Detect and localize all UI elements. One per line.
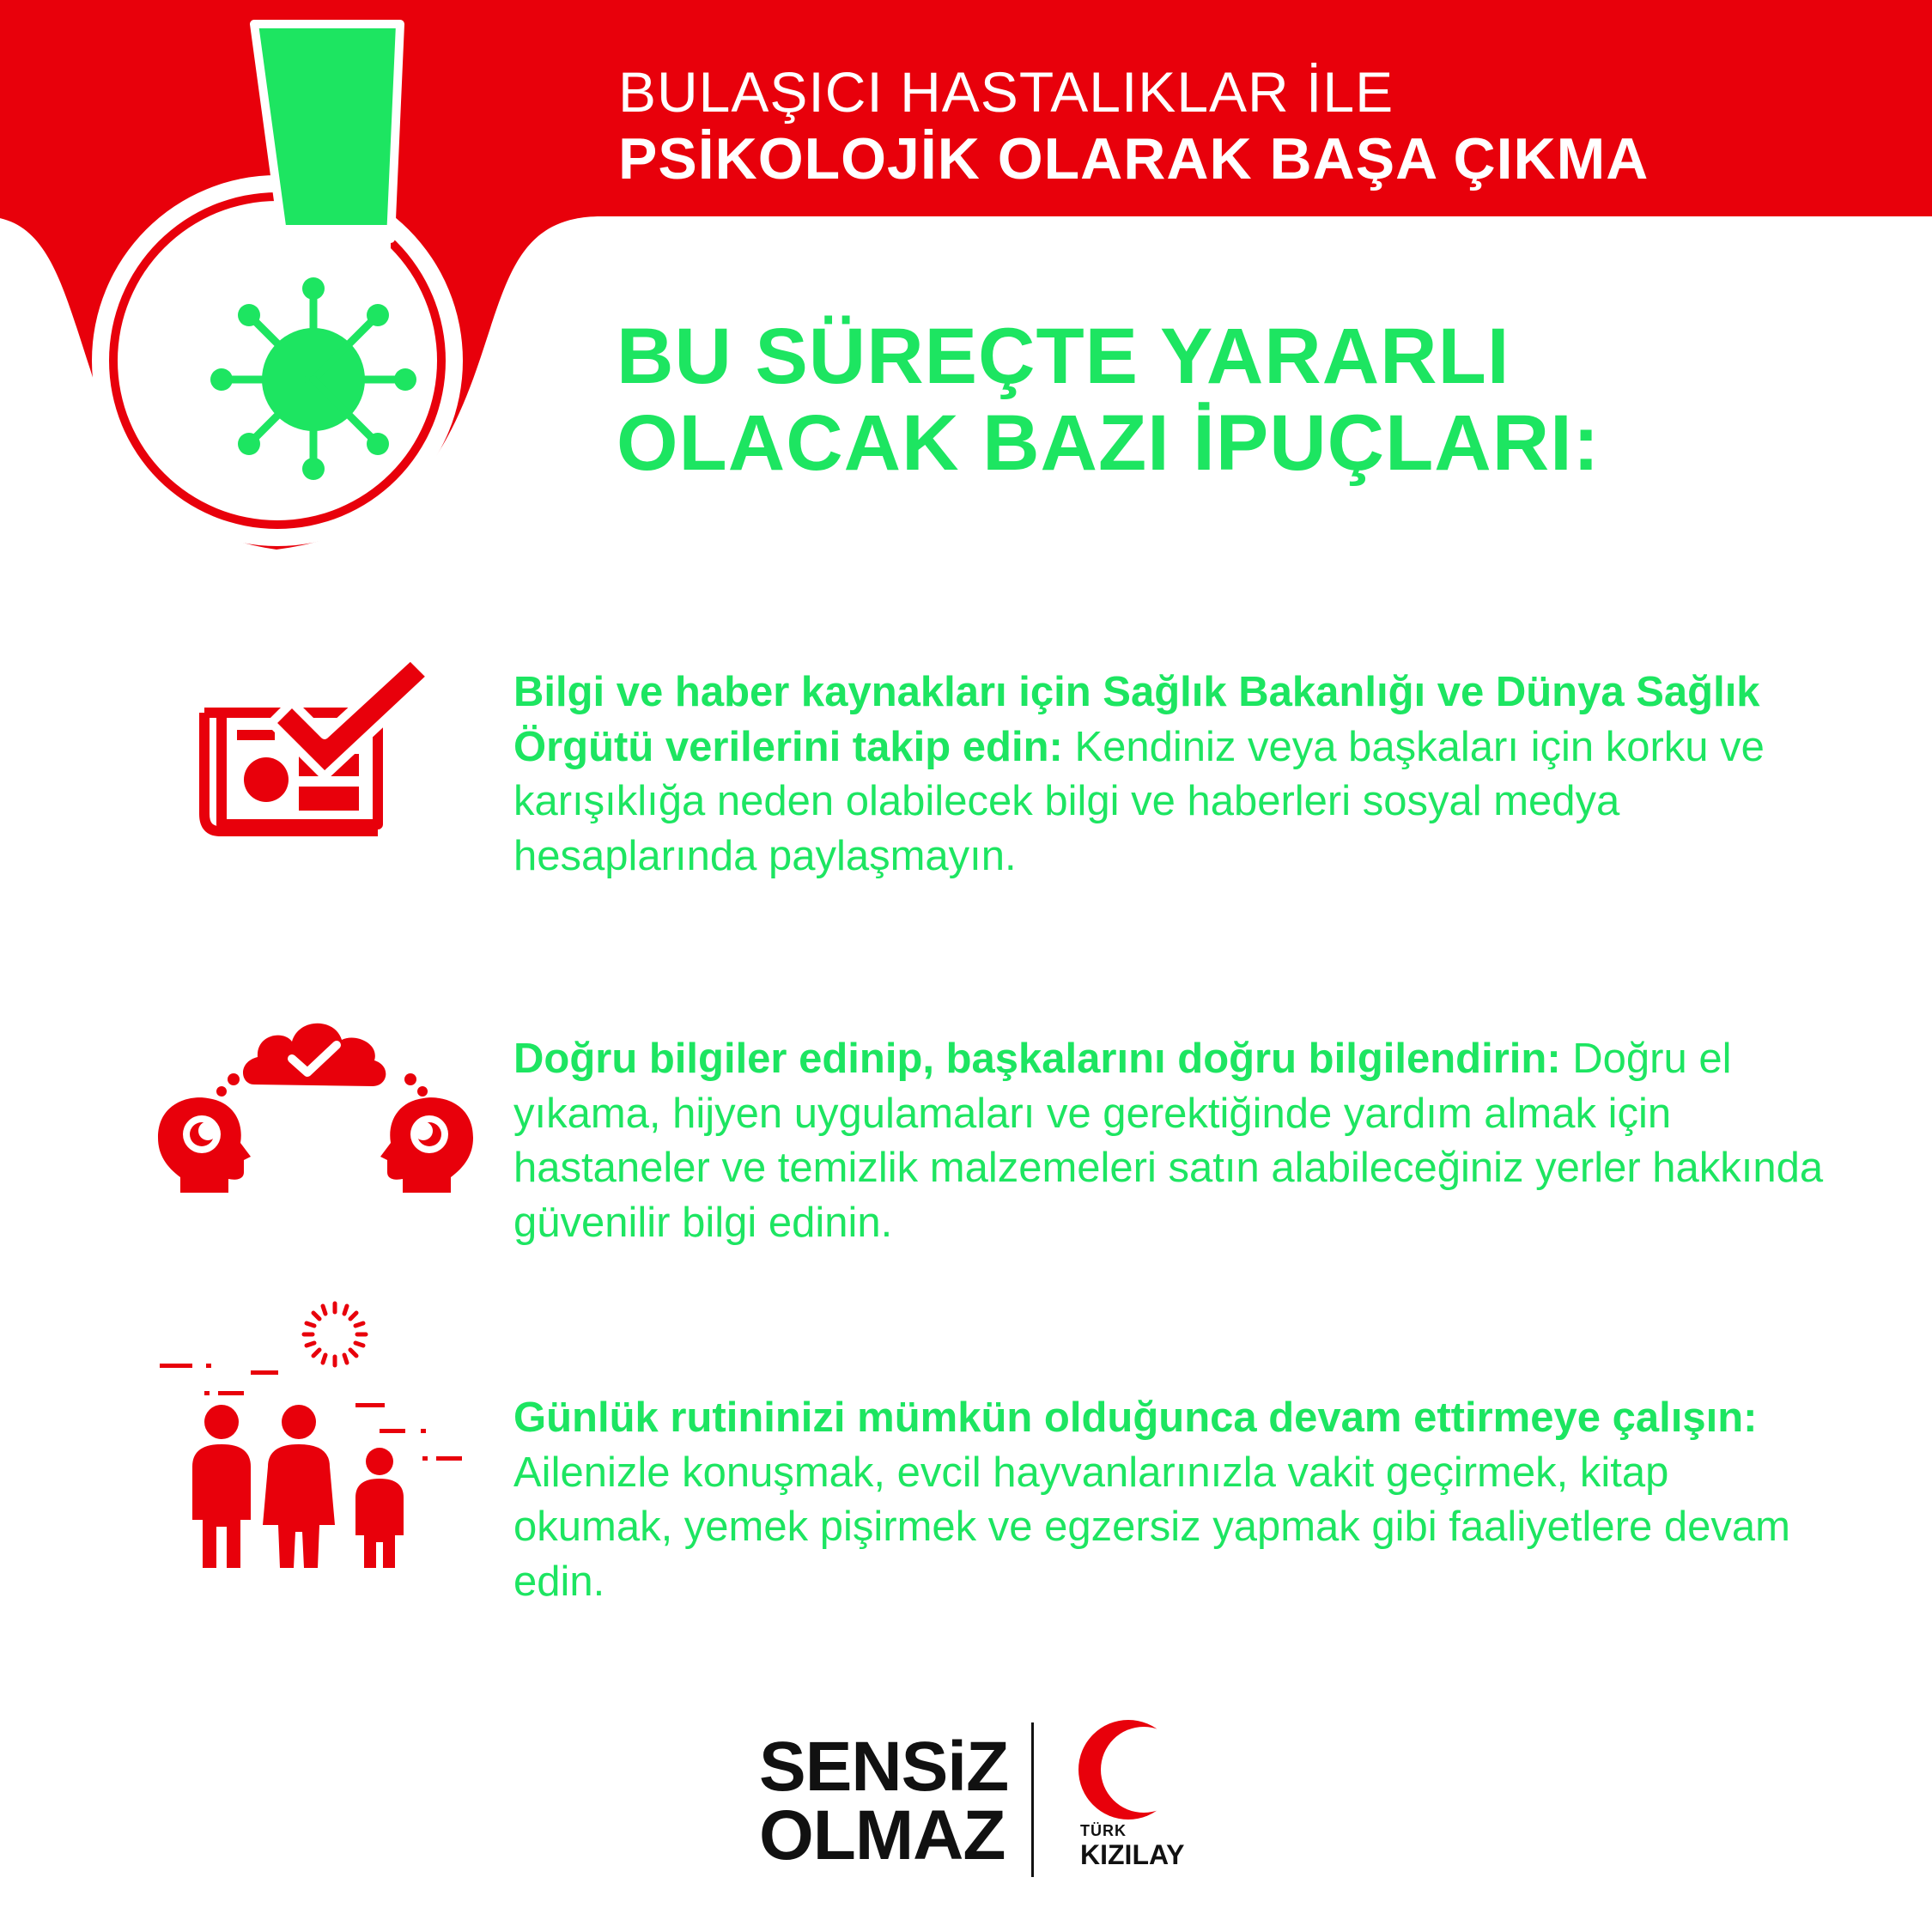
sensiz-olmaz-logo [759, 1728, 1009, 1875]
subheading-line-1: BU SÜREÇTE YARARLI [617, 313, 1510, 400]
tip-3-body: Ailenizle konuşmak, evcil hayvanlarınızla vakit geçirmek, kitap okumak, yemek pişirmek ve egzersiz yapmak gibi faaliyetlere devam edin. [513, 1449, 1790, 1606]
page-title [618, 60, 1649, 192]
shared-knowledge-icon [155, 1009, 477, 1198]
tip-2 [513, 1032, 1836, 1251]
org-name-small: TÜRK [1080, 1822, 1127, 1839]
org-name: KIZILAY [1080, 1839, 1185, 1870]
tip-3 [513, 1391, 1836, 1610]
footer-divider [1031, 1722, 1034, 1877]
tip-3-title: Günlük rutininizi mümkün olduğunca devam ettirmeye çalışın: [513, 1394, 1758, 1441]
slogan-line-2: OLMAZ [759, 1796, 1005, 1875]
newspaper-check-icon [196, 653, 445, 841]
subheading-line-2: OLACAK BAZI İPUÇLARI: [617, 399, 1601, 488]
title-line-2: PSİKOLOJİK OLARAK BAŞA ÇIKMA [618, 125, 1649, 191]
subheading [617, 313, 1600, 487]
title-line-1: BULAŞICI HASTALIKLAR İLE [618, 60, 1394, 124]
tip-2-title: Doğru bilgiler edinip, başkalarını doğru bilgilendirin: [513, 1036, 1561, 1082]
family-icon [155, 1295, 477, 1574]
tip-1-body: Kendiniz veya başkaları için korku ve karışıklığa neden olabilecek bilgi ve haberleri sosyal medya hesaplarında paylaşmayın. [513, 723, 1765, 880]
virus-icon [206, 275, 421, 481]
sun-icon [304, 1303, 366, 1365]
crescent-logo-icon [1073, 1717, 1194, 1822]
tip-1-title: Bilgi ve haber kaynakları için Sağlık Bakanlığı ve Dünya Sağlık Örgütü verilerini takip edin: [513, 669, 1760, 770]
slogan-line-1: SENSiZ [759, 1728, 1009, 1806]
tip-2-body: Doğru el yıkama, hijyen uygulamaları ve gerektiğinde yardım almak için hastaneler ve temizlik malzemeleri satın alabileceğiniz yerler hakkında güvenilir bilgi edinin. [513, 1036, 1824, 1247]
tip-1 [513, 665, 1836, 884]
